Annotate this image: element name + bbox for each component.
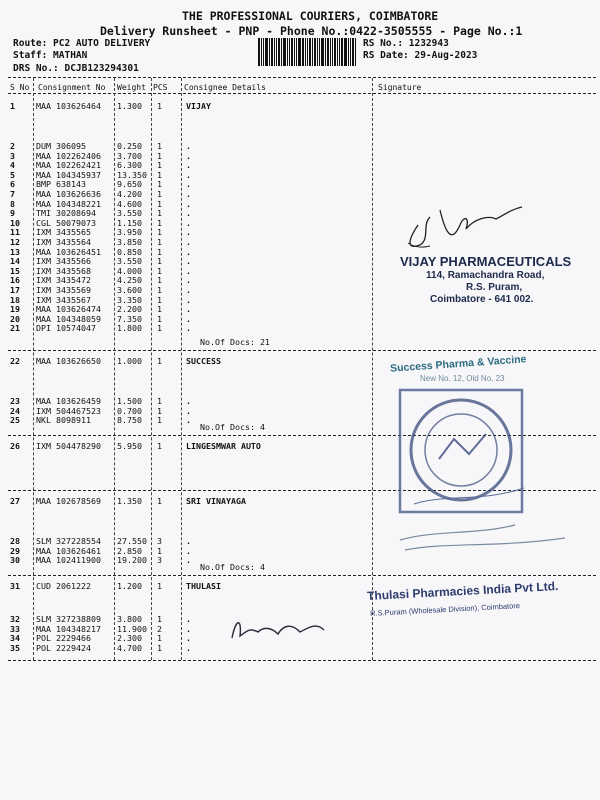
cell-cons: VIJAY — [186, 101, 211, 111]
cell-cons: . — [186, 246, 191, 257]
cell-cn: IXM 504478290 — [36, 441, 101, 451]
barcode-bar — [294, 38, 295, 66]
cell-pcs: 1 — [157, 545, 162, 556]
cell-cn: MAA 102411900 — [36, 555, 101, 566]
cell-wt: 0.250 — [117, 141, 142, 151]
cell-sno: 20 — [10, 313, 20, 324]
cell-wt: 3.800 — [117, 614, 142, 624]
cell-cons: . — [186, 396, 191, 406]
cell-cons: . — [186, 545, 191, 556]
cell-pcs: 1 — [157, 217, 162, 228]
cell-sno: 30 — [10, 555, 20, 566]
cell-sno: 8 — [10, 198, 15, 209]
scribble-mark — [395, 510, 575, 560]
barcode-bar — [355, 38, 356, 66]
cell-cons: . — [186, 614, 191, 624]
cell-cn: IXM 3435472 — [36, 275, 91, 286]
cell-cons: SRI VINAYAGA — [186, 496, 246, 506]
cell-pcs: 1 — [157, 208, 162, 219]
cell-wt: 9.650 — [117, 179, 142, 190]
cell-cn: MAA 103626464 — [36, 101, 101, 111]
runsheet-subtitle: Delivery Runsheet - PNP - Phone No.:0422-3505555 - Page No.:1 — [100, 24, 523, 38]
cell-cn: DPI 10574047 — [36, 323, 96, 334]
barcode-bar — [317, 38, 318, 66]
barcode-bar — [321, 38, 324, 66]
cell-sno: 19 — [10, 304, 20, 315]
cell-sno: 1 — [10, 101, 15, 111]
cell-wt: 4.250 — [117, 275, 142, 286]
cell-cn: MAA 103626461 — [36, 545, 101, 556]
cell-sno: 18 — [10, 294, 20, 305]
cell-pcs: 1 — [157, 237, 162, 247]
cell-cn: BMP 638143 — [36, 179, 86, 190]
cell-cons: . — [186, 294, 191, 305]
barcode-bar — [350, 38, 351, 66]
barcode-bar — [327, 38, 329, 66]
cell-sno: 5 — [10, 169, 15, 180]
cell-cons: . — [186, 160, 191, 171]
cell-cn: MAA 103626459 — [36, 396, 101, 406]
cell-cons: . — [186, 633, 191, 644]
cell-wt: 3.600 — [117, 285, 142, 295]
barcode-bar — [289, 38, 290, 66]
cell-pcs: 2 — [157, 623, 162, 634]
col-sep — [151, 78, 152, 660]
cell-sno: 6 — [10, 179, 15, 190]
cell-cons: . — [186, 256, 191, 267]
cell-cn: CGL 50079073 — [36, 217, 96, 228]
cell-pcs: 1 — [157, 275, 162, 286]
divider — [8, 77, 596, 78]
cell-sno: 10 — [10, 217, 20, 228]
barcode-bar — [269, 38, 270, 66]
cell-pcs: 1 — [157, 246, 162, 257]
cell-pcs: 1 — [157, 405, 162, 416]
col-signature: Signature — [378, 83, 422, 92]
signature-vijay — [400, 195, 530, 255]
cell-sno: 21 — [10, 323, 20, 334]
cell-sno: 4 — [10, 160, 15, 171]
cell-pcs: 1 — [157, 356, 162, 366]
cell-cn: IXM 3435569 — [36, 285, 91, 295]
cell-pcs: 1 — [157, 150, 162, 161]
barcode-bar — [319, 38, 320, 66]
cell-wt: 4.200 — [117, 189, 142, 199]
cell-wt: 1.200 — [117, 581, 142, 591]
route-label: Route: PC2 AUTO DELIVERY — [13, 38, 151, 49]
cell-cn: MAA 103626636 — [36, 189, 101, 199]
barcode-bar — [352, 38, 354, 66]
cell-wt: 0.700 — [117, 405, 142, 416]
col-sep — [33, 78, 34, 660]
group-divider — [8, 575, 596, 576]
barcode-bar — [348, 38, 349, 66]
divider — [8, 93, 596, 94]
cell-sno: 7 — [10, 189, 15, 199]
cell-wt: 8.750 — [117, 415, 142, 426]
cell-sno: 35 — [10, 642, 20, 653]
cell-pcs: 1 — [157, 179, 162, 190]
cell-wt: 11.900 — [117, 623, 147, 634]
barcode-bar — [332, 38, 333, 66]
cell-cn: MAA 102262421 — [36, 160, 101, 171]
cell-wt: 4.600 — [117, 198, 142, 209]
docs-count: No.Of Docs: 4 — [200, 422, 265, 432]
cell-wt: 3.350 — [117, 294, 142, 305]
cell-cn: MAA 102678569 — [36, 496, 101, 506]
cell-cn: MAA 104348221 — [36, 198, 101, 209]
cell-wt: 19.200 — [117, 555, 147, 566]
cell-wt: 4.700 — [117, 642, 142, 653]
cell-cn: CUD 2061222 — [36, 581, 91, 591]
cell-sno: 25 — [10, 415, 20, 426]
cell-pcs: 1 — [157, 101, 162, 111]
cell-sno: 14 — [10, 256, 20, 267]
col-consignee: Consignee Details — [184, 83, 266, 92]
barcode-bar — [307, 38, 308, 66]
cell-pcs: 1 — [157, 441, 162, 451]
company-title: THE PROFESSIONAL COURIERS, COIMBATORE — [182, 9, 439, 23]
cell-wt: 6.300 — [117, 160, 142, 171]
barcode-bar — [265, 38, 268, 66]
cell-cn: MAA 104345937 — [36, 169, 101, 180]
barcode-bar — [274, 38, 275, 66]
cell-sno: 22 — [10, 356, 20, 366]
cell-cons: . — [186, 237, 191, 247]
cell-cons: . — [186, 555, 191, 566]
cell-sno: 16 — [10, 275, 20, 286]
barcode-bar — [341, 38, 343, 66]
cell-cons: . — [186, 536, 191, 546]
cell-cn: SLM 327228554 — [36, 536, 101, 546]
cell-cn: MAA 103626451 — [36, 246, 101, 257]
cell-cons: . — [186, 217, 191, 228]
cell-sno: 32 — [10, 614, 20, 624]
cell-wt: 3.850 — [117, 237, 142, 247]
cell-cons: . — [186, 623, 191, 634]
cell-sno: 2 — [10, 141, 15, 151]
cell-cn: MAA 104348059 — [36, 313, 101, 324]
cell-cn: IXM 3435565 — [36, 227, 91, 238]
barcode-bar — [314, 38, 316, 66]
cell-cons: SUCCESS — [186, 356, 221, 366]
cell-wt: 1.500 — [117, 396, 142, 406]
cell-pcs: 1 — [157, 189, 162, 199]
cell-cons: . — [186, 642, 191, 653]
cell-cons: . — [186, 179, 191, 190]
cell-cons: . — [186, 150, 191, 161]
stamp-line: VIJAY PHARMACEUTICALS — [400, 254, 572, 269]
cell-cons: . — [186, 285, 191, 295]
cell-cn: IXM 3435567 — [36, 294, 91, 305]
cell-wt: 1.300 — [117, 101, 142, 111]
cell-sno: 31 — [10, 581, 20, 591]
docs-count: No.Of Docs: 4 — [200, 562, 265, 572]
barcode-bar — [278, 38, 280, 66]
cell-pcs: 1 — [157, 313, 162, 324]
cell-cons: . — [186, 189, 191, 199]
cell-sno: 27 — [10, 496, 20, 506]
barcode-bar — [305, 38, 306, 66]
cell-cn: MAA 102262406 — [36, 150, 101, 161]
col-consignment: Consignment No — [38, 83, 106, 92]
barcode-bar — [339, 38, 340, 66]
cell-sno: 26 — [10, 441, 20, 451]
cell-wt: 3.950 — [117, 227, 142, 238]
signature-thulasi — [228, 608, 328, 648]
thulasi-stamp-address: R.S.Puram (Wholesale Division), Coimbatore — [369, 601, 521, 618]
cell-cn: SLM 327238809 — [36, 614, 101, 624]
cell-pcs: 1 — [157, 294, 162, 305]
barcode-bar — [287, 38, 288, 66]
cell-pcs: 1 — [157, 323, 162, 334]
rs-date: RS Date: 29-Aug-2023 — [363, 50, 478, 61]
barcode-bar — [258, 38, 260, 66]
cell-pcs: 1 — [157, 415, 162, 426]
cell-cons: . — [186, 208, 191, 219]
cell-cn: DUM 306095 — [36, 141, 86, 151]
cell-sno: 17 — [10, 285, 20, 295]
barcode-bar — [344, 38, 347, 66]
cell-sno: 12 — [10, 237, 20, 247]
cell-sno: 13 — [10, 246, 20, 257]
col-sep — [372, 78, 373, 660]
round-seal — [394, 384, 534, 524]
cell-cons: . — [186, 304, 191, 315]
cell-cn: NKL 8098911 — [36, 415, 91, 426]
cell-cons: . — [186, 141, 191, 151]
cell-sno: 9 — [10, 208, 15, 219]
cell-wt: 1.150 — [117, 217, 142, 228]
barcode-bar — [296, 38, 297, 66]
cell-wt: 4.000 — [117, 265, 142, 276]
cell-cn: TMI 30208694 — [36, 208, 96, 219]
cell-pcs: 1 — [157, 227, 162, 238]
cell-wt: 13.350 — [117, 169, 147, 180]
cell-wt: 27.550 — [117, 536, 147, 546]
cell-cons: . — [186, 405, 191, 416]
cell-cn: IXM 3435564 — [36, 237, 91, 247]
thulasi-stamp-title: Thulasi Pharmacies India Pvt Ltd. — [366, 579, 559, 603]
cell-cn: POL 2229424 — [36, 642, 91, 653]
cell-wt: 0.850 — [117, 246, 142, 257]
cell-wt: 1.800 — [117, 323, 142, 334]
barcode-bar — [337, 38, 338, 66]
col-pcs: PCS — [153, 83, 168, 92]
docs-count: No.Of Docs: 21 — [200, 337, 270, 347]
barcode-bar — [330, 38, 331, 66]
cell-sno: 23 — [10, 396, 20, 406]
cell-sno: 11 — [10, 227, 20, 238]
cell-pcs: 1 — [157, 396, 162, 406]
cell-cons: . — [186, 169, 191, 180]
barcode-bar — [325, 38, 326, 66]
cell-pcs: 1 — [157, 285, 162, 295]
barcode-bar — [334, 38, 336, 66]
cell-cn: IXM 3435566 — [36, 256, 91, 267]
barcode-bar — [298, 38, 301, 66]
cell-pcs: 1 — [157, 614, 162, 624]
cell-wt: 7.350 — [117, 313, 142, 324]
cell-wt: 3.700 — [117, 150, 142, 161]
barcode-bar — [312, 38, 313, 66]
barcode-bar — [281, 38, 282, 66]
barcode-bar — [271, 38, 273, 66]
staff-label: Staff: MATHAN — [13, 50, 88, 61]
cell-pcs: 1 — [157, 633, 162, 644]
cell-wt: 2.300 — [117, 633, 142, 644]
cell-wt: 5.950 — [117, 441, 142, 451]
cell-cn: IXM 3435568 — [36, 265, 91, 276]
group-divider — [8, 660, 596, 661]
cell-cn: MAA 103626474 — [36, 304, 101, 315]
drs-number: DRS No.: DCJB123294301 — [13, 63, 139, 74]
cell-pcs: 1 — [157, 256, 162, 267]
cell-cons: . — [186, 415, 191, 426]
barcode-bar — [276, 38, 277, 66]
success-stamp-title: Success Pharma & Vaccine — [389, 353, 527, 375]
cell-sno: 24 — [10, 405, 20, 416]
cell-cons: . — [186, 313, 191, 324]
cell-sno: 3 — [10, 150, 15, 161]
cell-sno: 28 — [10, 536, 20, 546]
cell-cons: . — [186, 323, 191, 334]
stamp-line: 114, Ramachandra Road, — [426, 270, 545, 281]
vijay-stamp — [400, 254, 571, 305]
barcode-bar — [283, 38, 286, 66]
cell-pcs: 1 — [157, 141, 162, 151]
cell-sno: 29 — [10, 545, 20, 556]
cell-pcs: 1 — [157, 198, 162, 209]
success-stamp-address: New No. 12, Old No. 23 — [420, 374, 505, 383]
cell-cn: POL 2229466 — [36, 633, 91, 644]
cell-pcs: 1 — [157, 496, 162, 506]
cell-pcs: 1 — [157, 169, 162, 180]
cell-cn: MAA 104348217 — [36, 623, 101, 634]
cell-pcs: 1 — [157, 304, 162, 315]
cell-sno: 33 — [10, 623, 20, 634]
stamp-line: Coimbatore - 641 002. — [430, 294, 534, 305]
col-sno: S No — [10, 83, 30, 92]
cell-wt: 1.000 — [117, 356, 142, 366]
barcode-bar — [291, 38, 293, 66]
col-sep — [114, 78, 115, 660]
col-weight: Weight — [117, 83, 146, 92]
cell-cons: . — [186, 198, 191, 209]
cell-wt: 1.350 — [117, 496, 142, 506]
barcode — [258, 38, 358, 66]
barcode-bar — [309, 38, 311, 66]
cell-pcs: 1 — [157, 160, 162, 171]
cell-pcs: 3 — [157, 555, 162, 566]
cell-cons: . — [186, 265, 191, 276]
barcode-bar — [263, 38, 264, 66]
group-divider — [8, 350, 596, 351]
stamp-line: R.S. Puram, — [466, 282, 523, 293]
col-sep — [181, 78, 182, 660]
cell-wt: 3.550 — [117, 208, 142, 219]
cell-cons: THULASI — [186, 581, 221, 591]
cell-cn: MAA 103626650 — [36, 356, 101, 366]
cell-cons: LINGESMWAR AUTO — [186, 441, 261, 451]
cell-sno: 34 — [10, 633, 20, 644]
cell-cons: . — [186, 275, 191, 286]
cell-sno: 15 — [10, 265, 20, 276]
rs-number: RS No.: 1232943 — [363, 38, 449, 49]
cell-wt: 2.850 — [117, 545, 142, 556]
cell-cn: IXM 504467523 — [36, 405, 101, 416]
cell-pcs: 1 — [157, 581, 162, 591]
cell-cons: . — [186, 227, 191, 238]
cell-wt: 2.200 — [117, 304, 142, 315]
barcode-bar — [302, 38, 304, 66]
cell-pcs: 1 — [157, 265, 162, 276]
cell-wt: 3.550 — [117, 256, 142, 267]
cell-pcs: 3 — [157, 536, 162, 546]
cell-pcs: 1 — [157, 642, 162, 653]
barcode-bar — [261, 38, 262, 66]
